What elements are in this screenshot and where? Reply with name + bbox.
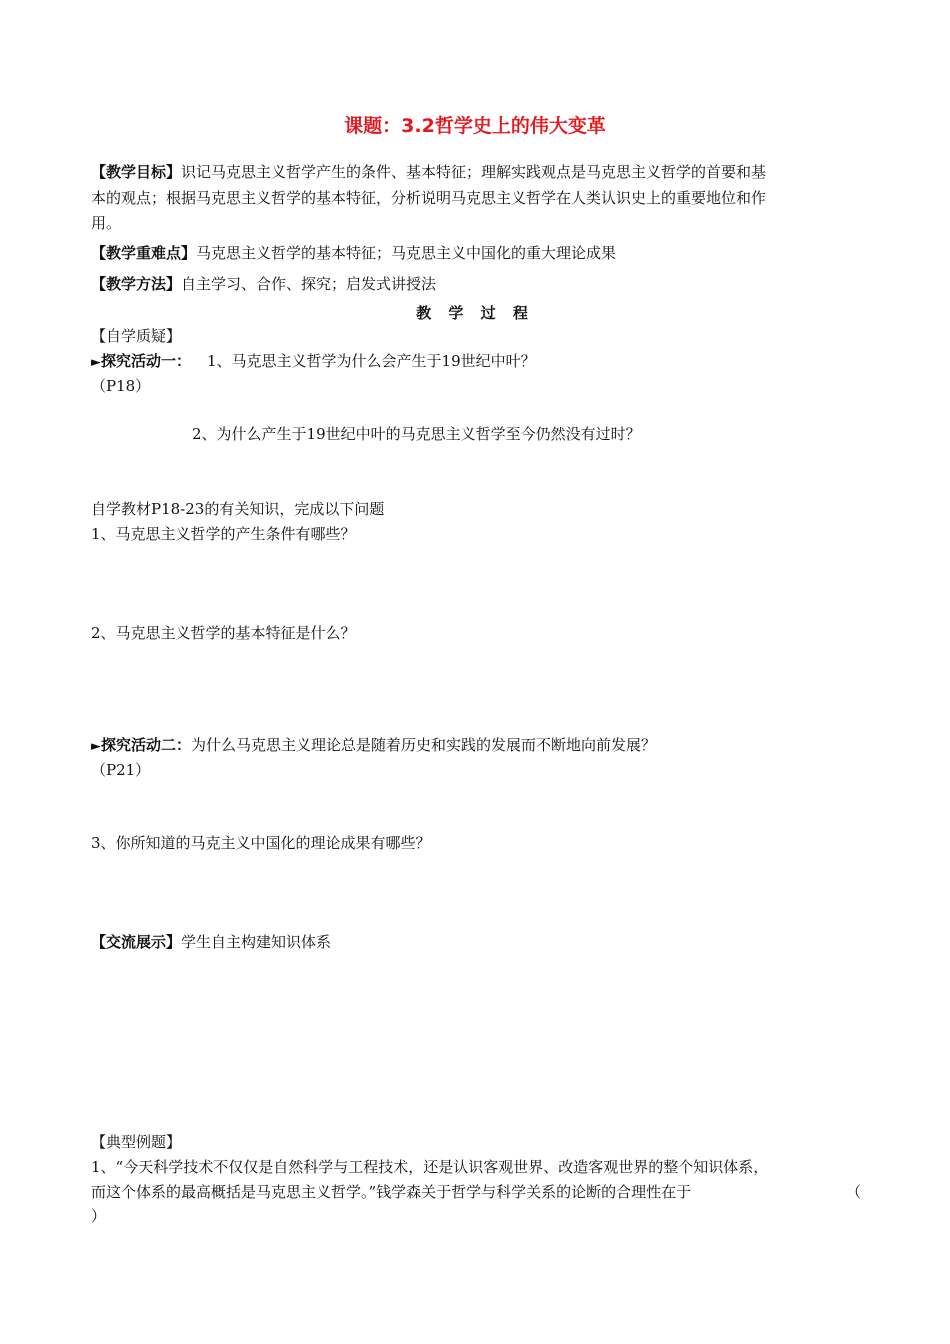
triangle-bullet-icon: ► [91, 355, 101, 370]
objectives-text-1: 识记马克思主义哲学产生的条件、基本特征；理解实践观点是马克思主义哲学的首要和基 [181, 163, 767, 181]
exchange-label: 【交流展示】 [91, 933, 182, 951]
question-1: 1、马克思主义哲学的产生条件有哪些？ [91, 525, 356, 543]
activity-2 [91, 736, 656, 756]
activity-2-question: 为什么马克思主义理论总是随着历史和实践的发展而不断地向前发展？ [191, 736, 657, 754]
answer-paren-open: （ [846, 1183, 862, 1201]
examples-label: 【典型例题】 [91, 1133, 182, 1151]
page-title: 课题：3.2哲学史上的伟大变革 [344, 115, 606, 137]
activity-1-question-2: 2、为什么产生于19世纪中叶的马克思主义哲学至今仍然没有过时？ [192, 425, 641, 443]
self-study-label: 【自学质疑】 [91, 327, 182, 345]
process-heading: 教 学 过 程 [416, 304, 534, 322]
exchange-text: 学生自主构建知识体系 [181, 933, 332, 951]
triangle-bullet-icon: ► [91, 739, 101, 754]
objectives-text-2: 本的观点；根据马克思主义哲学的基本特征，分析说明马克思主义哲学在人类认识史上的重要地位和作 [91, 189, 767, 207]
key-points-text: 马克思主义哲学的基本特征；马克思主义中国化的重大理论成果 [196, 244, 617, 262]
activity-1-page-ref: （P18） [91, 377, 151, 395]
methods-label: 【教学方法】 [91, 275, 182, 293]
key-points-label: 【教学重难点】 [91, 244, 197, 262]
example-1-line-1: 1、“今天科学技术不仅仅是自然科学与工程技术，还是认识客观世界、改造客观世界的整个知识体系， [91, 1158, 769, 1176]
activity-1-label: 探究活动一： [101, 352, 192, 370]
example-1-line-2: 而这个体系的最高概括是马克思主义哲学。”钱学森关于哲学与科学关系的论断的合理性在于 [91, 1183, 692, 1201]
self-study-instruction: 自学教材P18-23的有关知识，完成以下问题 [91, 500, 385, 518]
activity-1 [91, 352, 536, 372]
answer-paren-close: ） [91, 1207, 107, 1225]
exchange [91, 933, 331, 951]
question-2: 2、马克思主义哲学的基本特征是什么？ [91, 624, 356, 642]
objectives-line-1 [91, 163, 766, 181]
key-points [91, 244, 616, 262]
objectives-text-3: 用。 [91, 214, 122, 232]
objectives-label: 【教学目标】 [91, 163, 182, 181]
activity-1-question-1: 1、马克思主义哲学为什么会产生于19世纪中叶？ [207, 352, 536, 370]
activity-2-page-ref: （P21） [91, 761, 151, 779]
activity-2-label: 探究活动二： [101, 736, 192, 754]
question-3: 3、你所知道的马克主义中国化的理论成果有哪些？ [91, 834, 431, 852]
methods-text: 自主学习、合作、探究；启发式讲授法 [181, 275, 437, 293]
methods [91, 275, 436, 293]
